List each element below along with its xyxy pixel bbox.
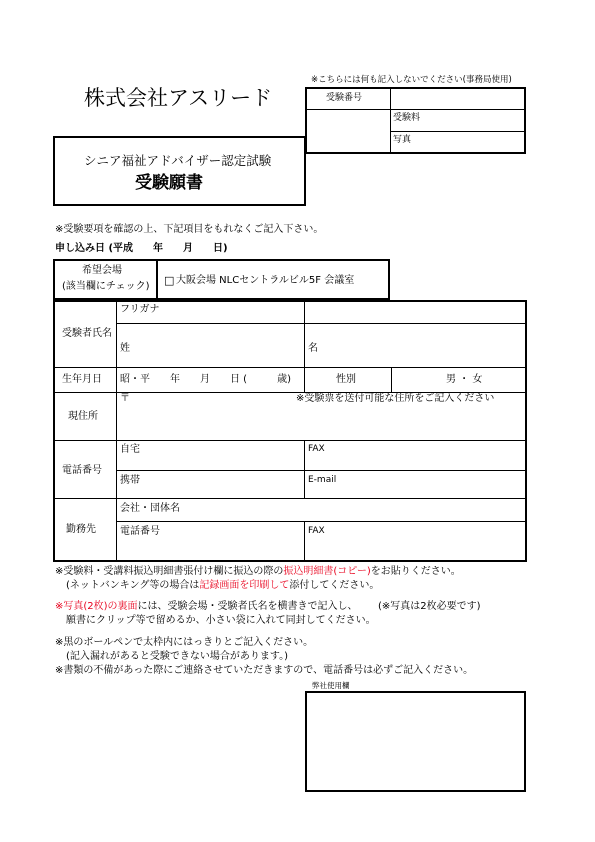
mobile-label: 携帯 bbox=[120, 475, 140, 486]
surname-label: 姓 bbox=[120, 343, 130, 354]
company-name-label: 会社・団体名 bbox=[120, 503, 180, 514]
address-note: ※受験票を送付可能な住所をご記入ください bbox=[296, 393, 495, 404]
venue-label-note: (該当欄にチェック) bbox=[62, 281, 150, 292]
gender-label: 性別 bbox=[336, 374, 356, 385]
address-label: 現住所 bbox=[68, 411, 98, 422]
note-6: (記入漏れがあると受験できない場合があります。) bbox=[66, 651, 289, 662]
venue-checkbox[interactable]: □ bbox=[164, 274, 175, 287]
birthdate-label: 生年月日 bbox=[62, 374, 102, 385]
office-use-note: ※こちらには何も記入しないでください(事務局使用) bbox=[311, 75, 512, 85]
application-title: 受験願書 bbox=[135, 173, 203, 193]
intro-text: ※受験要項を確認の上、下記項目をもれなくご記入下さい。 bbox=[55, 224, 324, 235]
note-5: ※黒のボールペンで太枠内にはっきりとご記入ください。 bbox=[55, 637, 314, 648]
furigana-label: フリガナ bbox=[120, 304, 160, 315]
work-fax-label: FAX bbox=[308, 526, 325, 536]
office-use-area bbox=[305, 691, 526, 792]
email-label: E-mail bbox=[308, 475, 337, 485]
company-name: 株式会社アスリード bbox=[84, 86, 273, 110]
name-label: 受験者氏名 bbox=[62, 328, 112, 339]
office-fee-label: 受験料 bbox=[393, 113, 421, 123]
workplace-label: 勤務先 bbox=[66, 524, 96, 535]
work-phone-label: 電話番号 bbox=[120, 526, 160, 537]
note-3-photo: (※写真は2枚必要です) bbox=[378, 601, 481, 612]
note-4: 願書にクリップ等で留めるか、小さい袋に入れて同封してください。 bbox=[66, 615, 376, 626]
birthdate-value: 昭・平 年 月 日 ( 歳) bbox=[120, 374, 291, 385]
office-photo-label: 写真 bbox=[393, 135, 412, 145]
given-name-label: 名 bbox=[308, 343, 318, 354]
fax-label: FAX bbox=[308, 444, 325, 454]
office-use-label: 弊社使用欄 bbox=[312, 681, 350, 690]
note-1: ※受験料・受講料振込明細書張付け欄に振込の際の振込明細書(コピー)をお貼りください。 bbox=[55, 566, 461, 577]
applicant-form bbox=[53, 300, 527, 562]
gender-value: 男 ・ 女 bbox=[446, 374, 483, 385]
phone-label: 電話番号 bbox=[62, 465, 102, 476]
note-3: ※写真(2枚)の裏面には、受験会場・受験者氏名を横書きで記入し、 bbox=[55, 601, 358, 612]
note-7: ※書類の不備があった際にご連絡させていただきますので、電話番号は必ずご記入ください。 bbox=[55, 665, 474, 676]
venue-label: 希望会場 bbox=[82, 265, 122, 276]
note-2: (ネットバンキング等の場合は記録画面を印刷して添付してください。 bbox=[66, 580, 380, 591]
home-phone-label: 自宅 bbox=[120, 444, 140, 455]
office-exam-number-label: 受験番号 bbox=[326, 93, 363, 103]
venue-value: 大阪会場 NLCセントラルビル5F 会議室 bbox=[176, 275, 355, 286]
title-box bbox=[53, 136, 306, 206]
application-date: 申し込み日 (平成 年 月 日) bbox=[55, 243, 228, 254]
postal-mark: 〒 bbox=[120, 393, 130, 404]
exam-title: シニア福祉アドバイザー認定試験 bbox=[84, 153, 272, 168]
